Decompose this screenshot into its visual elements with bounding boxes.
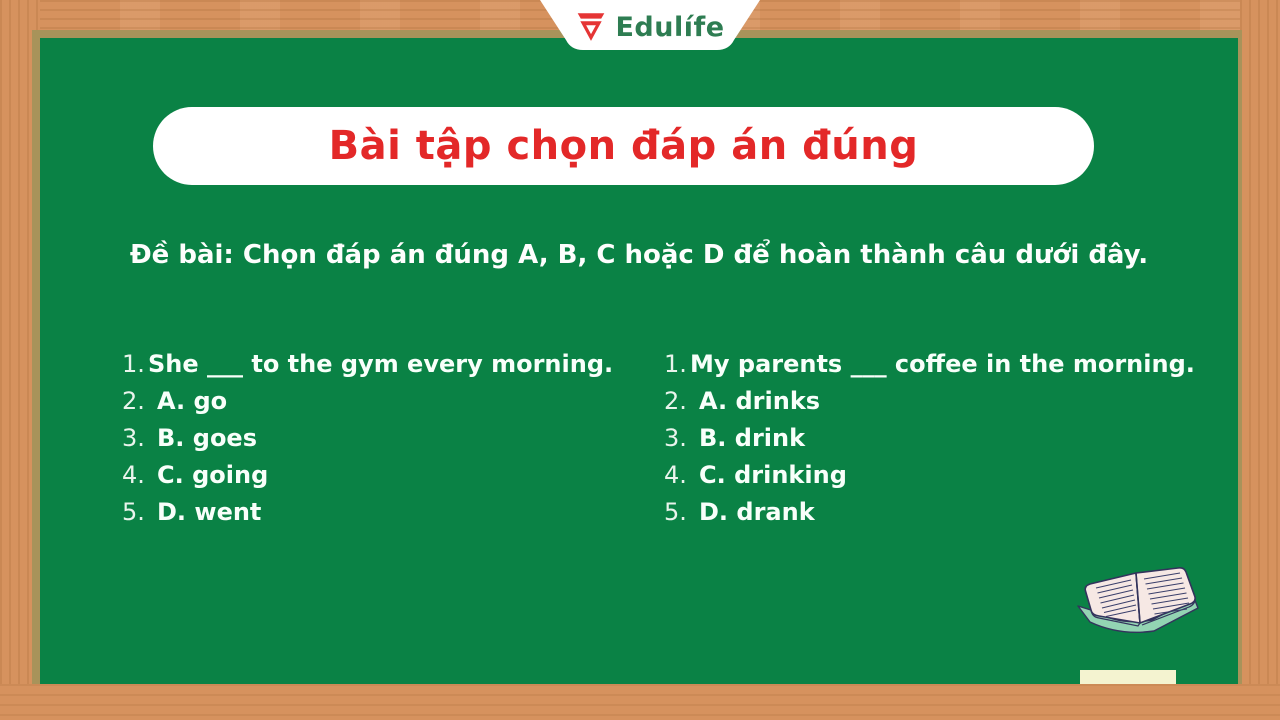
question-row [664,350,1204,387]
logo-badge [538,0,762,52]
question-row [122,350,642,387]
title-banner [153,107,1094,185]
answer-option: A. drinks [699,387,821,415]
answer-row [664,387,1204,424]
chalk-piece [1080,670,1176,684]
answer-option: A. go [157,387,228,415]
answer-option: B. drink [699,424,806,452]
answer-row [122,461,642,498]
open-book-icon [1068,560,1206,638]
answer-option: C. drinking [699,461,847,489]
row-number: 4. [664,461,687,489]
answer-row [664,461,1204,498]
answer-row [122,498,642,535]
instruction-text: Đề bài: Chọn đáp án đúng A, B, C hoặc D để hoàn thành câu dưới đây. [129,240,1149,270]
row-number: 5. [122,498,145,526]
answer-option: D. drank [699,498,815,526]
answer-option: C. going [157,461,269,489]
row-number: 5. [664,498,687,526]
question-column-2 [664,350,1204,535]
page-title: Bài tập chọn đáp án đúng [328,123,919,169]
row-number: 4. [122,461,145,489]
answer-option: B. goes [157,424,257,452]
row-number: 1. [664,350,687,378]
row-number: 2. [122,387,145,415]
row-number: 2. [664,387,687,415]
answer-row [664,424,1204,461]
question-text: She ___ to the gym every morning. [148,350,614,378]
wood-frame-bottom [0,684,1280,720]
brand-name: Edulífe [615,11,725,43]
row-number: 1. [122,350,145,378]
row-number: 3. [122,424,145,452]
wood-frame-right [1240,0,1280,720]
edulife-triangle-icon [575,12,607,43]
answer-row [122,387,642,424]
answer-row [122,424,642,461]
answer-row [664,498,1204,535]
question-text: My parents ___ coffee in the morning. [690,350,1195,378]
question-column-1 [122,350,642,535]
answer-option: D. went [157,498,262,526]
row-number: 3. [664,424,687,452]
